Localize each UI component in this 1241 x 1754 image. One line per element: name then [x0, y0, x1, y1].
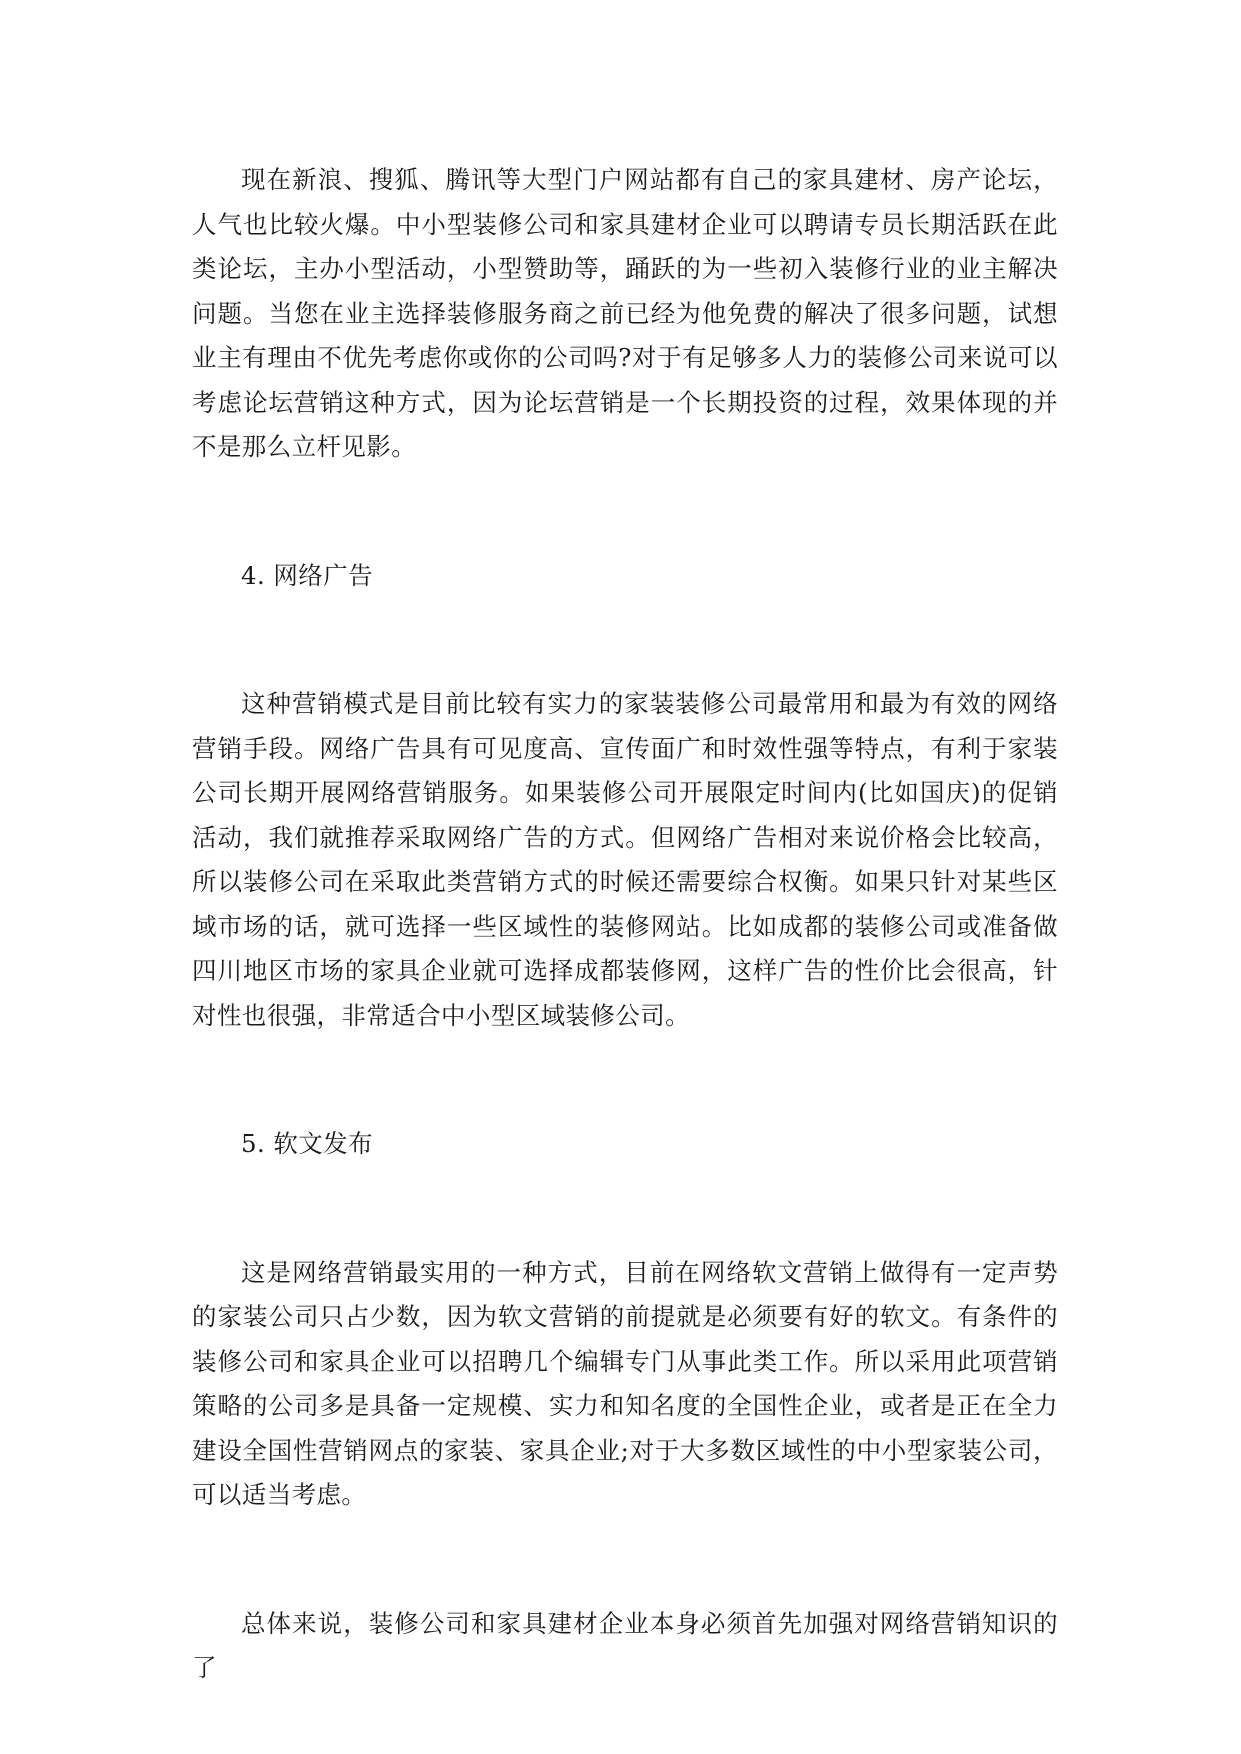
- paragraph-spacer: [192, 1518, 1058, 1602]
- document-body: [192, 158, 1058, 1691]
- paragraph-summary: 总体来说，装修公司和家具建材企业本身必须首先加强对网络营销知识的了: [192, 1608, 1058, 1682]
- paragraph-spacer: [192, 470, 1058, 554]
- paragraph-spacer: [192, 1038, 1058, 1122]
- paragraph-spacer: [192, 598, 1058, 682]
- section-heading-soft-articles: 5. 软文发布: [241, 1129, 373, 1158]
- paragraph-forum-marketing: 现在新浪、搜狐、腾讯等大型门户网站都有自己的家具建材、房产论坛，人气也比较火爆。中小型装修公司和家具建材企业可以聘请专员长期活跃在此类论坛，主办小型活动，小型赞助等，踊跃的为一些初入装修行业的业主解决问题。当您在业主选择装修服务商之前已经为他免费的解决了很多问题，试想业主有理由不优先考虑你或你的公司吗?对于有足够多人力的装修公司来说可以考虑论坛营销这种方式，因为论坛营销是一个长期投资的过程，效果体现的并不是那么立杆见影。: [192, 165, 1058, 461]
- paragraph-network-ads: 这种营销模式是目前比较有实力的家装装修公司最常用和最为有效的网络营销手段。网络广告具有可见度高、宣传面广和时效性强等特点，有利于家装公司长期开展网络营销服务。如果装修公司开展限定时间内(比如国庆)的促销活动，我们就推荐采取网络广告的方式。但网络广告相对来说价格会比较高，所以装修公司在采取此类营销方式的时候还需要综合权衡。如果只针对某些区域市场的话，就可选择一些区域性的装修网站。比如成都的装修公司或准备做四川地区市场的家具企业就可选择成都装修网，这样广告的性价比会很高，针对性也很强，非常适合中小型区域装修公司。: [192, 689, 1058, 1030]
- paragraph-soft-articles: 这是网络营销最实用的一种方式，目前在网络软文营销上做得有一定声势的家装公司只占少数，因为软文营销的前提就是必须要有好的软文。有条件的装修公司和家具企业可以招聘几个编辑专门从事此类工作。所以采用此项营销策略的公司多是具备一定规模、实力和知名度的全国性企业，或者是正在全力建设全国性营销网点的家装、家具企业;对于大多数区域性的中小型家装公司，可以适当考虑。: [192, 1257, 1058, 1509]
- section-heading-network-ads: 4. 网络广告: [241, 560, 373, 590]
- paragraph-spacer: [192, 1167, 1058, 1251]
